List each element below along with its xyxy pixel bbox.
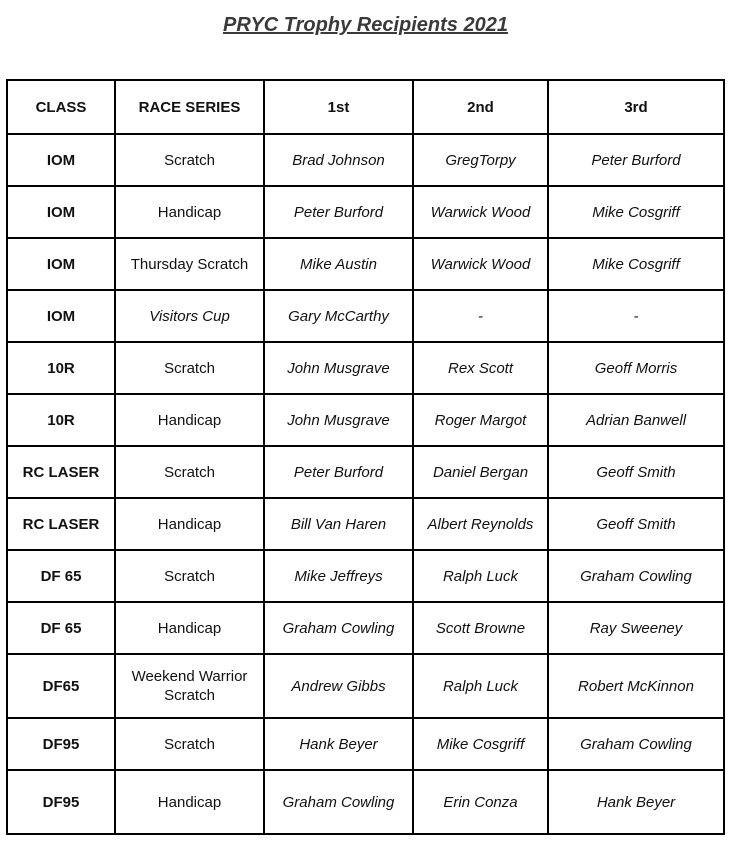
cell-second: - <box>413 290 548 342</box>
cell-race-series: Thursday Scratch <box>115 238 264 290</box>
cell-first: Gary McCarthy <box>264 290 413 342</box>
cell-first: Brad Johnson <box>264 134 413 186</box>
table-row <box>7 134 724 186</box>
cell-class: RC LASER <box>7 498 115 550</box>
cell-class: DF 65 <box>7 550 115 602</box>
cell-race-series: Visitors Cup <box>115 290 264 342</box>
cell-first: Graham Cowling <box>264 770 413 834</box>
header-race-series: RACE SERIES <box>115 80 264 134</box>
page-title: PRYC Trophy Recipients 2021 <box>223 14 508 36</box>
cell-third: Geoff Smith <box>548 446 724 498</box>
cell-race-series: Scratch <box>115 446 264 498</box>
cell-first: Bill Van Haren <box>264 498 413 550</box>
cell-race-series: Handicap <box>115 186 264 238</box>
table-row <box>7 718 724 770</box>
cell-class: IOM <box>7 238 115 290</box>
cell-third: - <box>548 290 724 342</box>
table-row <box>7 770 724 834</box>
trophy-table <box>6 79 725 835</box>
cell-race-series: Handicap <box>115 394 264 446</box>
cell-class: IOM <box>7 290 115 342</box>
cell-second: Rex Scott <box>413 342 548 394</box>
cell-class: DF 65 <box>7 602 115 654</box>
cell-second: Mike Cosgriff <box>413 718 548 770</box>
cell-second: Ralph Luck <box>413 654 548 718</box>
cell-second: Erin Conza <box>413 770 548 834</box>
cell-race-series: Weekend Warrior Scratch <box>115 654 264 718</box>
cell-second: Warwick Wood <box>413 186 548 238</box>
table-row <box>7 290 724 342</box>
cell-third: Ray Sweeney <box>548 602 724 654</box>
cell-class: RC LASER <box>7 446 115 498</box>
cell-first: John Musgrave <box>264 394 413 446</box>
cell-class: IOM <box>7 134 115 186</box>
cell-second: Scott Browne <box>413 602 548 654</box>
cell-first: Graham Cowling <box>264 602 413 654</box>
cell-race-series: Handicap <box>115 602 264 654</box>
table-row <box>7 654 724 718</box>
table-row <box>7 602 724 654</box>
header-third: 3rd <box>548 80 724 134</box>
table-row <box>7 498 724 550</box>
cell-second: GregTorpy <box>413 134 548 186</box>
cell-race-series: Scratch <box>115 550 264 602</box>
cell-third: Hank Beyer <box>548 770 724 834</box>
cell-second: Ralph Luck <box>413 550 548 602</box>
table-row <box>7 394 724 446</box>
cell-race-series: Handicap <box>115 770 264 834</box>
cell-race-series: Handicap <box>115 498 264 550</box>
table-row <box>7 186 724 238</box>
cell-class: 10R <box>7 394 115 446</box>
table-body <box>7 134 724 834</box>
cell-third: Geoff Smith <box>548 498 724 550</box>
cell-class: DF95 <box>7 718 115 770</box>
header-first: 1st <box>264 80 413 134</box>
table-row <box>7 550 724 602</box>
header-second: 2nd <box>413 80 548 134</box>
cell-race-series: Scratch <box>115 342 264 394</box>
table-header-row <box>7 80 724 134</box>
cell-class: DF65 <box>7 654 115 718</box>
cell-first: Peter Burford <box>264 186 413 238</box>
cell-third: Graham Cowling <box>548 550 724 602</box>
cell-race-series: Scratch <box>115 718 264 770</box>
cell-first: John Musgrave <box>264 342 413 394</box>
cell-third: Geoff Morris <box>548 342 724 394</box>
cell-first: Hank Beyer <box>264 718 413 770</box>
table-row <box>7 238 724 290</box>
cell-first: Mike Austin <box>264 238 413 290</box>
header-class: CLASS <box>7 80 115 134</box>
cell-race-series: Scratch <box>115 134 264 186</box>
cell-second: Albert Reynolds <box>413 498 548 550</box>
cell-third: Robert McKinnon <box>548 654 724 718</box>
cell-third: Adrian Banwell <box>548 394 724 446</box>
cell-first: Mike Jeffreys <box>264 550 413 602</box>
cell-third: Mike Cosgriff <box>548 238 724 290</box>
cell-second: Warwick Wood <box>413 238 548 290</box>
table-row <box>7 342 724 394</box>
cell-first: Peter Burford <box>264 446 413 498</box>
cell-first: Andrew Gibbs <box>264 654 413 718</box>
cell-third: Graham Cowling <box>548 718 724 770</box>
table-row <box>7 446 724 498</box>
cell-second: Roger Margot <box>413 394 548 446</box>
cell-second: Daniel Bergan <box>413 446 548 498</box>
cell-third: Mike Cosgriff <box>548 186 724 238</box>
cell-third: Peter Burford <box>548 134 724 186</box>
cell-class: DF95 <box>7 770 115 834</box>
cell-class: IOM <box>7 186 115 238</box>
cell-class: 10R <box>7 342 115 394</box>
